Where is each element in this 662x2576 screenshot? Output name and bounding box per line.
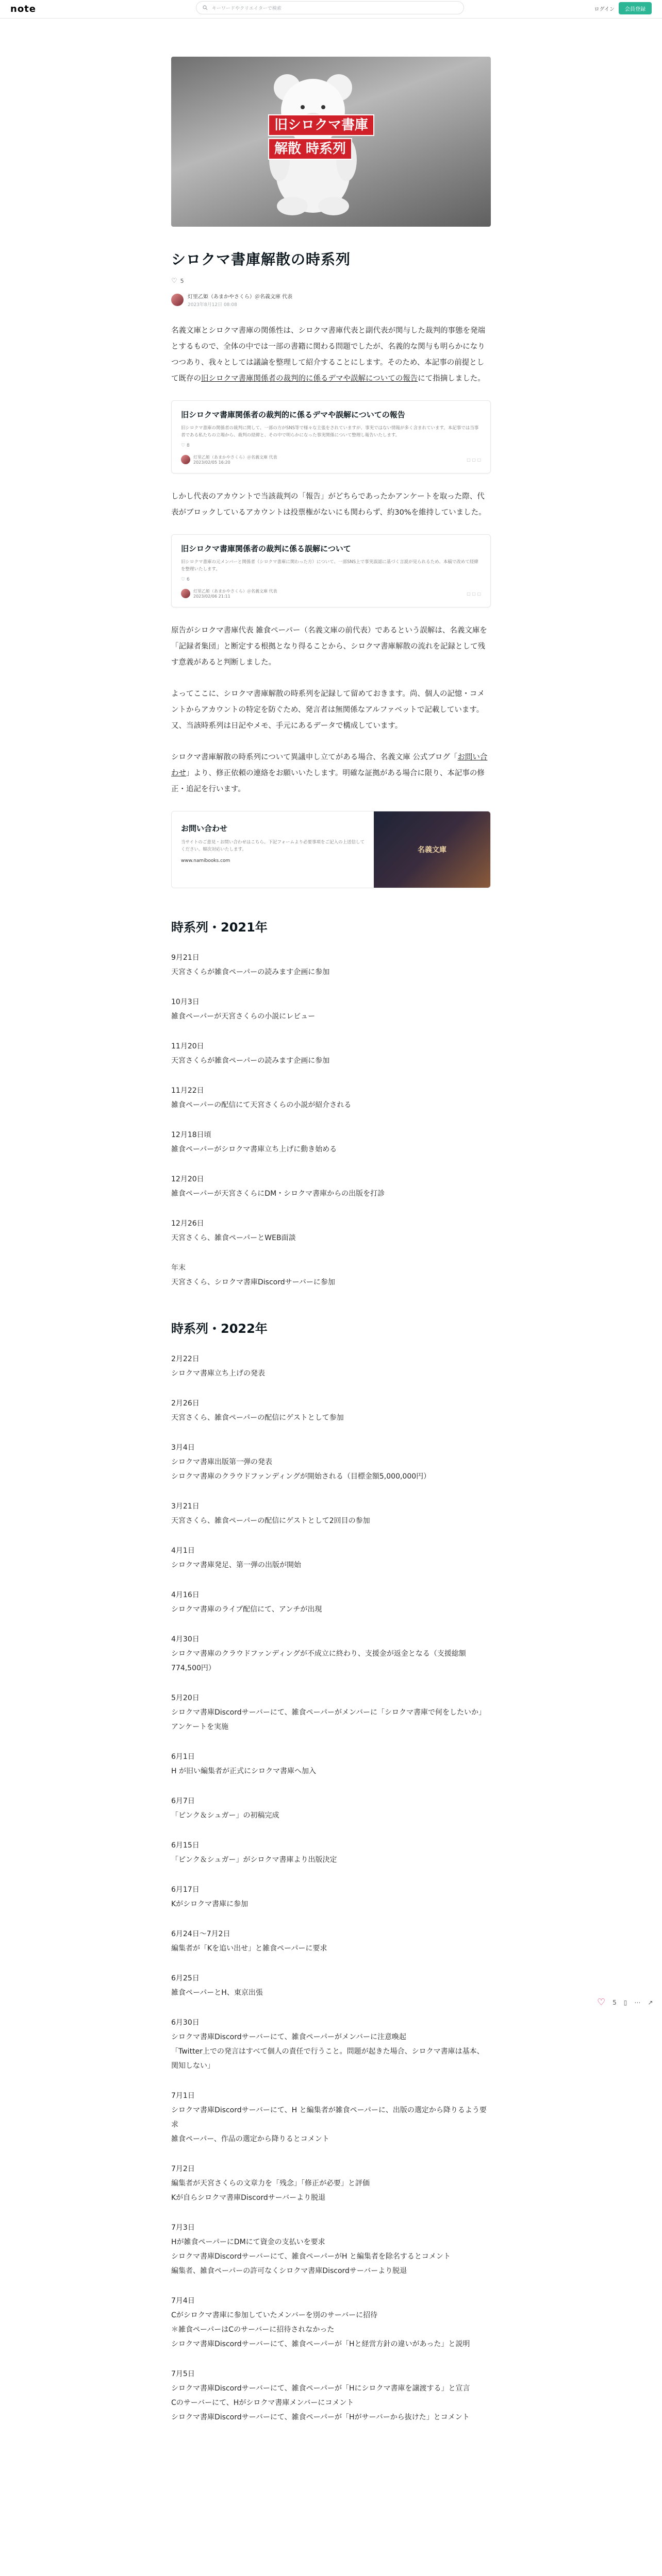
timeline-date: 2月22日	[171, 1355, 200, 1363]
share-icon[interactable]: ↗	[648, 1998, 653, 2006]
timeline-entry	[171, 1691, 491, 1734]
timeline-date: 7月4日	[171, 2297, 195, 2305]
timeline-date: 3月21日	[171, 1502, 200, 1511]
timeline-entry	[171, 1883, 491, 1911]
embed-title: 旧シロクマ書庫関係者の裁判に係る誤解について	[181, 544, 351, 553]
like-counter[interactable]	[171, 277, 491, 285]
embed-meta: 灯里乙姫（あまかやさくら）＠名義文庫 代表 2023/02/06 21:11 □ ▢ ▢	[181, 588, 481, 599]
timeline-date: 9月21日	[171, 954, 200, 962]
timeline-date: 3月4日	[171, 1444, 195, 1452]
timeline-entry	[171, 1971, 491, 2000]
timeline-event: 「ピンク＆シュガー」の初稿完成	[171, 1811, 279, 1820]
timeline-entry	[171, 951, 491, 979]
hero-label	[268, 114, 394, 162]
timeline-event: 天宮さくらが雑食ペーパーの読みます企画に参加	[171, 1057, 330, 1065]
embed-read-icons: □ ▢ ▢	[467, 457, 481, 462]
timeline-event: Hが雑食ペーパーにDMにて資金の支払いを要求	[171, 2238, 325, 2246]
timeline-date: 6月17日	[171, 1886, 200, 1894]
timeline-date: 年末	[171, 1264, 186, 1272]
avatar	[181, 589, 190, 598]
hero-image	[171, 57, 491, 227]
timeline-event: シロクマ書庫立ち上げの発表	[171, 1369, 265, 1378]
avatar	[181, 455, 190, 464]
embed-meta: 灯里乙姫（あまかやさくら）＠名義文庫 代表 2023/02/05 16:20 □ ▢ ▢	[181, 454, 481, 465]
author-block[interactable]	[171, 292, 491, 308]
timeline-date: 12月20日	[171, 1175, 204, 1183]
heart-icon[interactable]: ♡	[597, 1997, 606, 2008]
heart-icon: ♡	[181, 577, 186, 582]
search-placeholder: キーワードやクリエイターで検索	[212, 6, 282, 11]
side-like-count: 5	[613, 1998, 617, 2006]
timeline-event: 雑食ペーパーが天宮さくらの小説にレビュー	[171, 1012, 316, 1021]
timeline-event: 天宮さくら、雑食ペーパーの配信にゲストとして2回目の参加	[171, 1517, 370, 1525]
like-count: 5	[180, 278, 184, 284]
timeline-date: 5月20日	[171, 1694, 200, 1702]
timeline-event: 天宮さくらが雑食ペーパーの読みます企画に参加	[171, 968, 330, 976]
timeline-date: 6月1日	[171, 1753, 195, 1761]
timeline-entry	[171, 2089, 491, 2146]
timeline-event: 雑食ペーパーとH、東京出張	[171, 1989, 263, 1997]
author-name[interactable]: 灯里乙姫（あまかやさくら）＠名義文庫 代表	[188, 294, 293, 300]
timeline-date: 6月15日	[171, 1841, 200, 1850]
contact-title: お問い合わせ	[181, 824, 228, 833]
timeline-event: 天宮さくら、シロクマ書庫Discordサーバーに参加	[171, 1278, 335, 1286]
contact-url: www.namibooks.com	[181, 858, 230, 863]
timeline-entry	[171, 1216, 491, 1245]
note-logo[interactable]: note	[10, 4, 36, 14]
timeline-event: 雑食ペーパーの配信にて天宮さくらの小説が紹介される	[171, 1101, 352, 1109]
paragraph-5: シロクマ書庫解散の時系列について異議申し立てがある場合、名義文庫 公式ブログ「お問い合わせ」より、修正依頼の連絡をお願いいたします。明確な証拠がある場合に限り、本記事の修正・追記を行います。	[171, 753, 488, 793]
timeline-entry	[171, 1039, 491, 1068]
timeline-event: H が旧い編集者が正式にシロクマ書庫へ加入	[171, 1767, 316, 1775]
section-heading-2021: 時系列・2021年	[171, 920, 268, 935]
timeline-entry	[171, 1172, 491, 1201]
timeline-entry	[171, 1261, 491, 1290]
timeline-2021	[171, 951, 491, 1290]
timeline-date: 7月2日	[171, 2165, 195, 2173]
timeline-event: シロクマ書庫Discordサーバーにて、雑食ペーパーが「Hと経営方針の違いがあった」と説明	[171, 2340, 470, 2348]
embed-read-icons: □ ▢ ▢	[467, 591, 481, 596]
search-icon	[203, 5, 208, 10]
timeline-entry	[171, 1128, 491, 1157]
timeline-date: 2月26日	[171, 1399, 200, 1408]
timeline-2022	[171, 1352, 491, 2425]
timeline-entry	[171, 2367, 491, 2425]
timeline-event: Kがシロクマ書庫に参加	[171, 1900, 249, 1908]
paragraph-1: 名義文庫とシロクマ書庫の関係性は、シロクマ書庫代表と副代表が関与した裁判的事態を発端とするもので、全体の中では一部の書籍に関わる問題でしたが、名義的な関与も明らかになりつつあり、我々としては議論を整理して紹介することにします。そのため、本記事の前提として既存の旧シロクマ書庫関係者の裁判的に係るデマや誤解についての報告にて指摘しました。	[171, 327, 485, 383]
timeline-entry	[171, 1544, 491, 1572]
timeline-event: 雑食ペーパー、作品の選定から降りるとコメント	[171, 2135, 329, 2143]
article-main	[171, 57, 491, 2425]
timeline-date: 12月26日	[171, 1219, 204, 1228]
timeline-event: 「Twitter上での発言はすべて個人の責任で行うこと。問題が起きた場合、シロクマ書庫は基本、関知しない」	[171, 2047, 484, 2070]
timeline-entry	[171, 2294, 491, 2351]
paragraph-3: 原告がシロクマ書庫代表 雑食ペーパー（名義文庫の前代表）であるという誤解は、名義文庫を「記録者集団」と断定する根拠となり得ることから、シロクマ書庫解散の流れを記録として残す意義があると判断しました。	[171, 626, 487, 667]
heart-icon[interactable]: ♡	[171, 277, 177, 285]
timeline-entry	[171, 1927, 491, 1956]
timeline-entry	[171, 2221, 491, 2278]
embed-card-2[interactable]	[171, 534, 491, 607]
timeline-event: シロクマ書庫発足、第一弾の出版が開始	[171, 1561, 301, 1569]
search-input[interactable]	[196, 1, 464, 14]
timeline-date: 6月30日	[171, 2019, 200, 2027]
timeline-event: 天宮さくら、雑食ペーパーとWEB面談	[171, 1234, 296, 1242]
timeline-event: Cのサーバーにて、Hがシロクマ書庫メンバーにコメント	[171, 2399, 354, 2407]
timeline-event: シロクマ書庫のライブ配信にて、アンチが出現	[171, 1605, 322, 1614]
timeline-entry	[171, 1632, 491, 1675]
timeline-event: 編集者が天宮さくらの文章力を「残念」「修正が必要」と評価	[171, 2179, 370, 2188]
floating-action-bar	[597, 1997, 653, 2008]
timeline-entry	[171, 1396, 491, 1425]
timeline-date: 10月3日	[171, 998, 200, 1006]
timeline-event: シロクマ書庫のクラウドファンディングが開始される（目標金額5,000,000円）	[171, 1472, 431, 1481]
hero-line-1: 旧シロクマ書庫	[268, 114, 374, 136]
article-title: シロクマ書庫解散の時系列	[171, 251, 351, 268]
timeline-date: 6月7日	[171, 1797, 195, 1805]
timeline-entry	[171, 2015, 491, 2073]
bookmark-icon[interactable]: ▯	[623, 1998, 627, 2006]
timeline-entry	[171, 2162, 491, 2205]
timeline-event: 「ピンク＆シュガー」がシロクマ書庫より出版決定	[171, 1856, 337, 1864]
timeline-event: ＊雑食ペーパーはCのサーバーに招待されなかった	[171, 2326, 335, 2334]
contact-text: 当サイトのご意見・お問い合わせはこちら。下記フォームより必要事項をご記入の上送信してください。順次対応いたします。	[181, 840, 365, 852]
timeline-event: シロクマ書庫Discordサーバーにて、雑食ペーパーがメンバーに注意喚起	[171, 2033, 406, 2041]
timeline-date: 7月3日	[171, 2224, 195, 2232]
timeline-entry	[171, 1588, 491, 1617]
timeline-entry	[171, 1083, 491, 1112]
timeline-date: 6月24日〜7月2日	[171, 1930, 230, 1938]
timeline-entry	[171, 1499, 491, 1528]
contact-thumbnail: 名義文庫	[374, 811, 490, 888]
contact-card[interactable]	[171, 811, 491, 888]
more-icon[interactable]: ⋯	[634, 1998, 641, 2006]
timeline-date: 4月30日	[171, 1635, 200, 1643]
timeline-event: 編集者が「Kを追い出せ」と雑食ペーパーに要求	[171, 1944, 327, 1953]
signup-button[interactable]: 会員登録	[619, 2, 652, 14]
timeline-date: 4月16日	[171, 1591, 200, 1599]
paragraph-2: しかし代表のアカウントで当該裁判の「報告」がどちらであったかアンケートを取った際、代表がブロックしているアカウントは投票権がないにも関わらず、約30%を維持していました。	[171, 493, 486, 517]
heart-icon: ♡	[181, 443, 186, 448]
timeline-event: シロクマ書庫のクラウドファンディングが不成立に終わり、支援金が返金となる（支援総額774,500円）	[171, 1650, 466, 1672]
timeline-entry	[171, 1440, 491, 1484]
timeline-event: 編集者、雑食ペーパーの許可なくシロクマ書庫Discordサーバーより脱退	[171, 2267, 407, 2275]
embed-likes: ♡ 8	[181, 443, 190, 448]
timeline-event: シロクマ書庫Discordサーバーにて、雑食ペーパーがH と編集者を除名するとコメント	[171, 2252, 451, 2261]
embed-text: 旧シロクマ書庫の元メンバーと関係者（シロクマ書庫に関わった方）について、一部SNS上で事実誤認に基づく言説が見られるため、本稿で改めて経緯を整理いたします。	[181, 560, 478, 572]
timeline-date: 7月5日	[171, 2370, 195, 2378]
login-link[interactable]: ログイン	[594, 7, 615, 12]
timeline-event: シロクマ書庫Discordサーバーにて、雑食ペーパーがメンバーに「シロクマ書庫で何をしたいか」アンケートを実施	[171, 1708, 486, 1731]
timeline-entry	[171, 1794, 491, 1823]
timeline-date: 7月1日	[171, 2092, 195, 2100]
hero-line-2: 解散 時系列	[268, 138, 352, 160]
embed-likes: ♡ 6	[181, 577, 190, 582]
timeline-event: 雑食ペーパーが天宮さくらにDM・シロクマ書庫からの出版を打診	[171, 1190, 385, 1198]
timeline-date: 11月22日	[171, 1087, 204, 1095]
global-header	[0, 0, 662, 19]
timeline-date: 11月20日	[171, 1042, 204, 1050]
timeline-event: シロクマ書庫Discordサーバーにて、H と編集者が雑食ペーパーに、出版の選定から降りるよう要求	[171, 2106, 487, 2129]
timeline-date: 12月18日頃	[171, 1131, 211, 1139]
section-heading-2022: 時系列・2022年	[171, 1321, 268, 1336]
timeline-event: シロクマ書庫Discordサーバーにて、雑食ペーパーが「Hがサーバーから抜けた」とコメント	[171, 2413, 470, 2421]
timeline-entry	[171, 1750, 491, 1778]
avatar[interactable]	[171, 294, 184, 306]
link-report[interactable]: 旧シロクマ書庫関係者の裁判的に係るデマや誤解についての報告	[201, 375, 418, 383]
embed-title: 旧シロクマ書庫関係者の裁判的に係るデマや誤解についての報告	[181, 410, 405, 419]
timeline-event: シロクマ書庫出版第一弾の発表	[171, 1458, 272, 1466]
timeline-event: Cがシロクマ書庫に参加していたメンバーを別のサーバーに招待	[171, 2311, 378, 2319]
timeline-entry	[171, 1352, 491, 1381]
embed-card-1[interactable]	[171, 400, 491, 473]
timeline-event: Kが自らシロクマ書庫Discordサーバーより脱退	[171, 2194, 326, 2202]
publish-date: 2023年8月12日 08:08	[188, 302, 237, 308]
timeline-entry	[171, 1838, 491, 1867]
link-contact[interactable]: お問い合わせ	[171, 753, 488, 777]
timeline-event: シロクマ書庫Discordサーバーにて、雑食ペーパーが「Hにシロクマ書庫を譲渡する」と宣言	[171, 2384, 470, 2393]
timeline-date: 6月25日	[171, 1974, 200, 1982]
timeline-date: 4月1日	[171, 1547, 195, 1555]
timeline-event: 雑食ペーパーがシロクマ書庫立ち上げに動き始める	[171, 1145, 337, 1154]
paragraph-4: よってここに、シロクマ書庫解散の時系列を記録して留めておきます。尚、個人の記憶・コメントからアカウントの特定を防ぐため、発言者は無関係なアルファベットで記載しています。又、当該時系列は日記やメモ、手元にあるデータで構成しています。	[171, 690, 485, 730]
embed-text: 旧シロクマ書庫の関係者の裁判に関して、一部の方がSNS等で様々な主張をされていますが、事実ではない情報が多く含まれています。本記事では当事者である私たちの立場から、裁判の経緯と、その中で明らかになった事実関係について整理し報告いたします。	[181, 426, 479, 438]
timeline-entry	[171, 995, 491, 1024]
timeline-event: 天宮さくら、雑食ペーパーの配信にゲストとして参加	[171, 1414, 344, 1422]
